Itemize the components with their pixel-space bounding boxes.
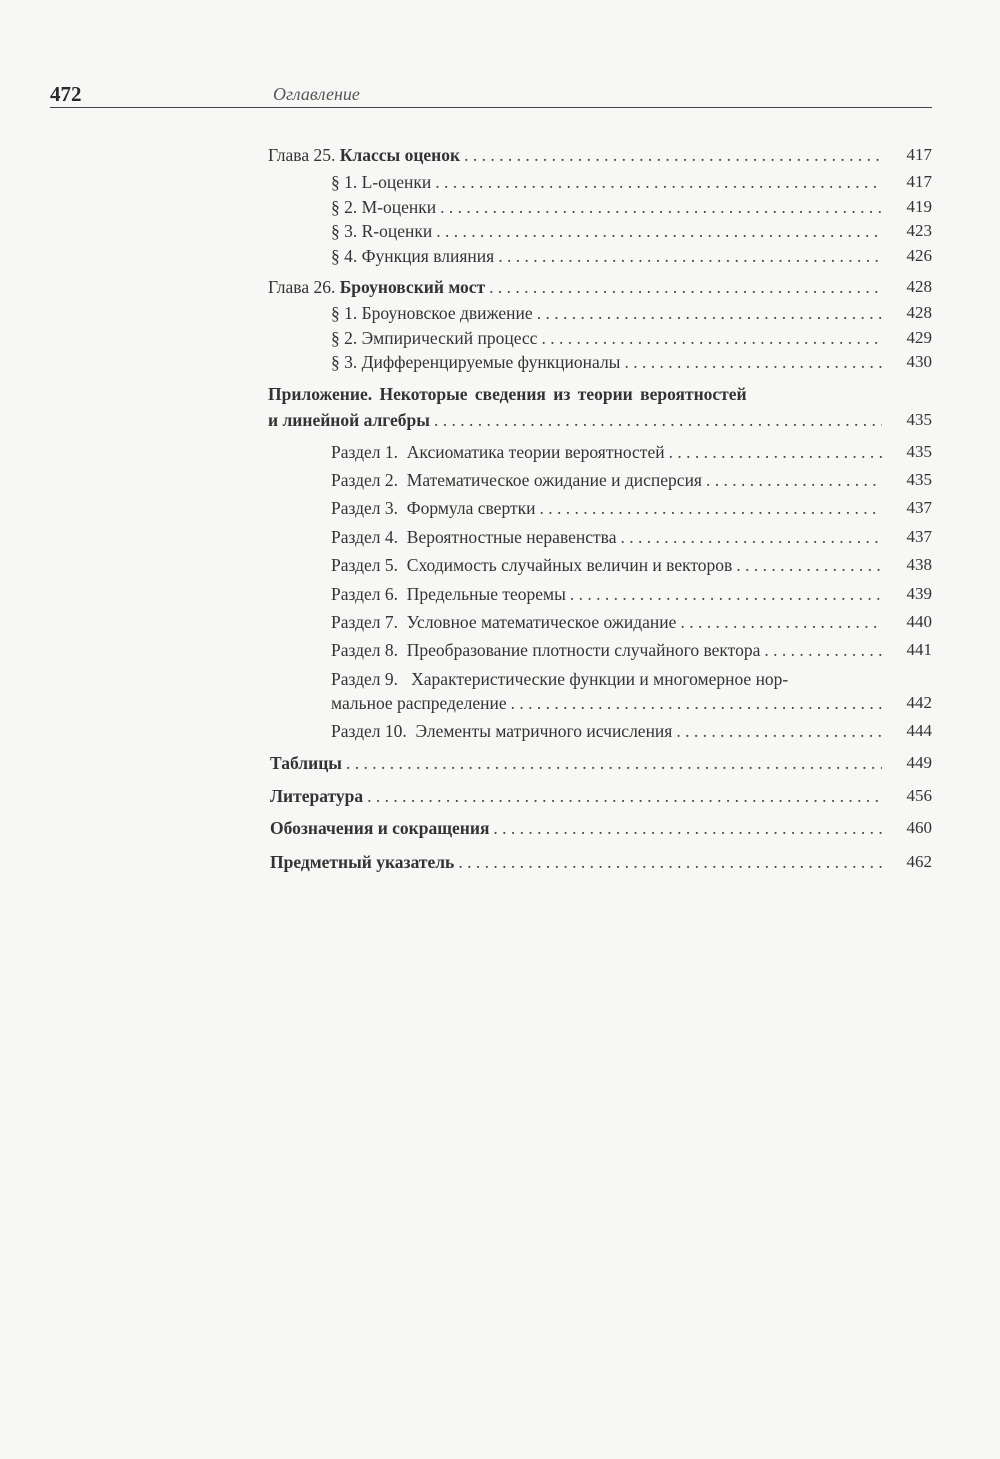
toc-entry-section[interactable] (331, 221, 886, 242)
toc-entry-appendix-section[interactable] (331, 612, 886, 633)
dot-leader (537, 303, 882, 324)
toc-entry-prefix: Раздел 5. (331, 555, 399, 575)
toc-page-number: 435 (906, 470, 932, 489)
toc-entry-appendix-line2[interactable] (268, 410, 886, 431)
toc-entry-prefix: Раздел 7. (331, 612, 399, 632)
toc-entry-title: L-оценки (361, 172, 432, 192)
toc-entry-title: Характеристические функции и многомерное нор- (411, 669, 789, 689)
toc-page-number: 417 (906, 145, 932, 164)
toc-page-number: 419 (906, 197, 932, 216)
dot-leader (489, 277, 882, 298)
running-head: Оглавление (273, 84, 360, 104)
toc-entry-prefix: Раздел 8. (331, 640, 399, 660)
toc-entry-section[interactable] (331, 328, 886, 349)
toc-page-number: 435 (906, 410, 932, 429)
toc-entry-appendix-section[interactable] (331, 527, 886, 548)
dot-leader (464, 145, 882, 166)
toc-entry-chapter-25[interactable] (268, 145, 886, 166)
dot-leader (764, 640, 882, 661)
toc-entry-appendix-section[interactable] (331, 442, 886, 463)
toc-entry-prefix: Глава 26. (268, 277, 336, 297)
toc-page-number: 426 (906, 246, 932, 265)
toc-page-number: 441 (906, 640, 932, 659)
toc-entry-appendix-section[interactable] (331, 555, 886, 576)
toc-page-number: 428 (906, 277, 932, 296)
toc-entry-title: Классы оценок (339, 145, 461, 165)
toc-entry-prefix: § 1. (331, 172, 358, 192)
toc-entry-appendix-section-line1[interactable] (331, 669, 886, 690)
toc-entry-title: Броуновский мост (339, 277, 486, 297)
dot-leader (458, 852, 882, 873)
toc-page-number: 444 (906, 721, 932, 740)
toc-page-number: 456 (906, 786, 932, 805)
toc-entry-title: Броуновское движение (361, 303, 533, 323)
toc-entry-prefix: Раздел 1. (331, 442, 399, 462)
toc-entry-title: Аксиоматика теории вероятностей (406, 442, 665, 462)
toc-entry-prefix: § 4. (331, 246, 358, 266)
toc-entry-appendix-section[interactable] (331, 584, 886, 605)
toc-entry-section[interactable] (331, 352, 886, 373)
toc-page-number: 435 (906, 442, 932, 461)
toc-page-number: 428 (906, 303, 932, 322)
toc-entry-title: Математическое ожидание и дисперсия (406, 470, 702, 490)
toc-entry-notation[interactable] (270, 818, 886, 839)
toc-entry-title: Вероятностные неравенства (406, 527, 617, 547)
toc-entry-chapter-26[interactable] (268, 277, 886, 298)
toc-entry-prefix: Глава 25. (268, 145, 336, 165)
dot-leader (367, 786, 882, 807)
toc-entry-section[interactable] (331, 246, 886, 267)
toc-entry-prefix: § 3. (331, 352, 358, 372)
toc-page-number: 430 (906, 352, 932, 371)
toc-entry-prefix: Раздел 4. (331, 527, 399, 547)
toc-entry-title: R-оценки (361, 221, 433, 241)
toc-page-number: 438 (906, 555, 932, 574)
toc-page-number: 460 (906, 818, 932, 837)
toc-entry-title: Функция влияния (361, 246, 495, 266)
toc-entry-prefix: Раздел 10. (331, 721, 407, 741)
dot-leader (736, 555, 882, 576)
toc-entry-title: мальное распределение (331, 693, 507, 713)
toc-entry-prefix: Раздел 6. (331, 584, 399, 604)
toc-page-number: 449 (906, 753, 932, 772)
toc-entry-title: Преобразование плотности случайного вектора (406, 640, 761, 660)
dot-leader (706, 470, 882, 491)
toc-entry-appendix-line1[interactable] (268, 384, 886, 405)
toc-entry-section[interactable] (331, 172, 886, 193)
toc-entry-appendix-section-line2[interactable] (331, 693, 886, 714)
toc-page-number: 440 (906, 612, 932, 631)
toc-entry-prefix: Раздел 3. (331, 498, 399, 518)
dot-leader (436, 221, 882, 242)
dot-leader (346, 753, 882, 774)
dot-leader (493, 818, 882, 839)
toc-entry-title: Таблицы (270, 753, 342, 773)
dot-leader (440, 197, 882, 218)
toc-entry-title: Сходимость случайных величин и векторов (406, 555, 733, 575)
dot-leader (434, 410, 882, 431)
toc-entry-title: Формула свертки (406, 498, 536, 518)
toc-entry-title: M-оценки (361, 197, 437, 217)
dot-leader (541, 328, 882, 349)
toc-page-number: 437 (906, 498, 932, 517)
toc-page-number: 429 (906, 328, 932, 347)
toc-entry-title: Приложение. Некоторые сведения из теории вероятностей (268, 384, 747, 404)
dot-leader (624, 352, 882, 373)
toc-page-number: 417 (906, 172, 932, 191)
dot-leader (680, 612, 882, 633)
toc-entry-appendix-section[interactable] (331, 498, 886, 519)
toc-page-number: 437 (906, 527, 932, 546)
toc-entry-prefix: § 3. (331, 221, 358, 241)
toc-entry-prefix: § 2. (331, 197, 358, 217)
toc-entry-title: Литература (270, 786, 364, 806)
toc-entry-prefix: § 1. (331, 303, 358, 323)
dot-leader (511, 693, 882, 714)
toc-entry-appendix-section[interactable] (331, 470, 886, 491)
toc-entry-title: Обозначения и сокращения (270, 818, 490, 838)
toc-entry-section[interactable] (331, 197, 886, 218)
toc-page-number: 439 (906, 584, 932, 603)
toc-entry-tables[interactable] (270, 753, 886, 774)
dot-leader (669, 442, 882, 463)
toc-entry-title: Дифференцируемые функционалы (361, 352, 621, 372)
page-number: 472 (50, 82, 82, 106)
dot-leader (435, 172, 882, 193)
toc-entry-title: Эмпирический процесс (361, 328, 538, 348)
dot-leader (540, 498, 883, 519)
toc-entry-title: Предметный указатель (270, 852, 455, 872)
toc-entry-appendix-section[interactable] (331, 640, 886, 661)
toc-entry-subject-index[interactable] (270, 852, 886, 873)
dot-leader (570, 584, 882, 605)
dot-leader (620, 527, 882, 548)
dot-leader (498, 246, 882, 267)
toc-entry-title: Элементы матричного исчисления (415, 721, 673, 741)
toc-entry-prefix: Раздел 9. (331, 669, 399, 689)
toc-page-number: 462 (906, 852, 932, 871)
toc-page-number: 423 (906, 221, 932, 240)
toc-entry-literature[interactable] (270, 786, 886, 807)
toc-entry-prefix: § 2. (331, 328, 358, 348)
toc-entry-title: и линейной алгебры (268, 410, 430, 430)
toc-page-number: 442 (906, 693, 932, 712)
toc-entry-prefix: Раздел 2. (331, 470, 399, 490)
header-rule (50, 107, 932, 108)
toc-entry-title: Условное математическое ожидание (406, 612, 677, 632)
toc-entry-appendix-section[interactable] (331, 721, 886, 742)
toc-entry-title: Предельные теоремы (406, 584, 566, 604)
dot-leader (676, 721, 882, 742)
toc-entry-section[interactable] (331, 303, 886, 324)
